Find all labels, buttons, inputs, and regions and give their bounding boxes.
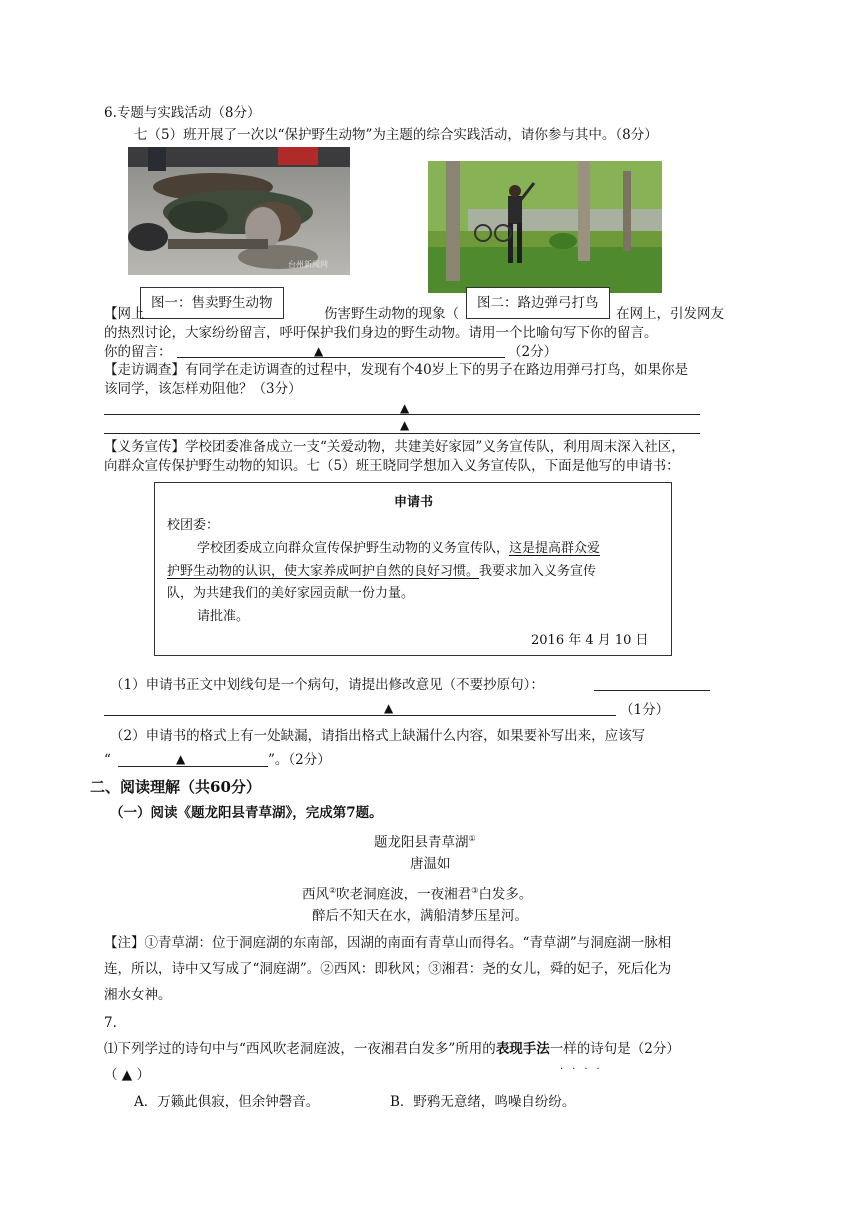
answer-triangle: ▲	[400, 418, 410, 432]
q7-part1-c: 一样的诗句是（2分）	[549, 1041, 680, 1057]
wangshang-end: 在网上，引发网友	[616, 306, 724, 322]
underlined-sentence-part2: 护野生动物的认识，使大家养成呵护自然的良好习惯。	[167, 564, 480, 579]
liuyan-score: （2分）	[508, 344, 558, 360]
liuyan-answer-line[interactable]	[177, 357, 505, 358]
letter-request: 请批准。	[197, 609, 250, 624]
application-letter	[154, 482, 672, 656]
slingshot-photo	[428, 161, 662, 293]
section2-subheading: （一）阅读《题龙阳县青草湖》，完成第7题。	[110, 805, 383, 821]
liuyan-label: 你的留言：	[104, 344, 172, 360]
zoufang-answer-line-1[interactable]	[104, 414, 700, 415]
wildlife-market-photo	[128, 147, 350, 275]
letter-body-line1	[197, 540, 600, 558]
sub1-answer-line-2[interactable]	[104, 715, 616, 716]
q7-part1-a: ⑴下列学过的诗句中与“西风吹老洞庭波，一夜湘君白发多”所用的	[104, 1041, 496, 1057]
zoufang-line1: 【走访调查】有同学在走访调查的过程中，发现有个40岁上下的男子在路边用弹弓打鸟，如果你是	[104, 362, 689, 378]
poem-line2: 醉后不知天在水，满船清梦压星河。	[312, 908, 528, 924]
letter-title: 申请书	[394, 495, 434, 510]
underlined-sentence-part1: 这是提高群众爱	[509, 541, 601, 556]
option-a[interactable]: A．万籁此俱寂，但余钟磬音。	[134, 1094, 320, 1110]
poem-author: 唐温如	[410, 856, 451, 872]
letter-body2-rest: 我要求加入义务宣传	[479, 564, 597, 579]
sub1-text: （1）申请书正文中划线句是一个病句，请提出修改意见（不要抄原句）：	[110, 677, 544, 693]
zoufang-line2: 该同学，该怎样劝阻他？（3分）	[104, 381, 302, 397]
sub1-score: （1分）	[620, 702, 670, 718]
q6-intro: 七（5）班开展了一次以“保护野生动物”为主题的综合实践活动，请你参与其中。（8分）	[134, 127, 658, 143]
letter-date: 2016 年 4 月 10 日	[531, 633, 649, 648]
q7-emphasis: 表现手法	[495, 1041, 550, 1057]
poem-note3-marker: ③	[471, 886, 479, 895]
letter-body-line2	[167, 563, 596, 581]
sub1-answer-line-1[interactable]	[594, 690, 710, 691]
q7-part1	[104, 1040, 680, 1059]
option-b[interactable]: B．野鸦无意绪，鸣噪自纷纷。	[390, 1094, 576, 1110]
poem-title-text: 题龙阳县青草湖	[374, 834, 469, 851]
letter-body-line3: 队，为共建我们的美好家园贡献一份力量。	[167, 586, 415, 601]
sub2-answer-line[interactable]	[118, 766, 268, 767]
letter-body1: 学校团委成立向群众宣传保护野生动物的义务宣传队，	[197, 541, 510, 556]
answer-triangle: ▲	[400, 401, 410, 415]
sub2-open-quote: “	[104, 752, 111, 768]
poem-notes-line3: 湘水女神。	[104, 987, 172, 1003]
wangshang-start: 【网上	[104, 306, 145, 322]
poem-line1-c: 白发多。	[478, 886, 533, 903]
poem-title	[374, 829, 476, 853]
q6-title: 6.专题与实践活动（8分）	[104, 105, 261, 121]
poem-note2-marker: ②	[329, 886, 337, 895]
yiwu-line1: 【义务宣传】学校团委准备成立一支“关爱动物，共建美好家园”义务宣传队，利用周末深入社区，	[104, 439, 685, 455]
sub2-text: （2）申请书的格式上有一处缺漏，请指出格式上缺漏什么内容，如果要补写出来，应该写	[110, 728, 646, 744]
answer-triangle: ▲	[176, 752, 186, 766]
poem-line1-a: 西风	[302, 886, 329, 903]
poem-line1-b: 吹老洞庭波，一夜湘君	[336, 886, 472, 903]
svg-text:台州新闻网: 台州新闻网	[288, 260, 328, 269]
wangshang-middle: 伤害野生动物的现象（	[324, 306, 459, 322]
poem-notes-line2: 连，所以，诗中又写成了“洞庭湖”。②西风：即秋风；③湘君：尧的女儿，舜的妃子，死后化为	[104, 961, 672, 977]
sub2-close: ”。（2分）	[268, 752, 331, 768]
section2-heading: 二、阅读理解（共60分）	[90, 778, 261, 796]
fig1-caption: 图一：售卖野生动物	[140, 287, 284, 319]
q7-answer-paren[interactable]: （ ▲ ）	[104, 1067, 150, 1083]
poem-title-note: ①	[468, 834, 476, 843]
yiwu-line2: 向群众宣传保护野生动物的知识。七（5）班王晓同学想加入义务宣传队，下面是他写的申请书：	[104, 458, 680, 474]
answer-triangle: ▲	[314, 344, 324, 358]
zoufang-answer-line-2[interactable]	[104, 433, 700, 434]
poem-line1	[302, 881, 532, 905]
q7-number: 7.	[104, 1015, 117, 1031]
letter-salutation: 校团委：	[167, 518, 220, 533]
wangshang-line2: 的热烈讨论，大家纷纷留言，呼吁保护我们身边的野生动物。请用一个比喻句写下你的留言。	[104, 325, 658, 341]
emphasis-dots: ····	[560, 1064, 609, 1075]
fig2-caption: 图二：路边弹弓打鸟	[466, 287, 610, 319]
answer-triangle: ▲	[384, 701, 394, 715]
poem-notes-line1: 【注】①青草湖：位于洞庭湖的东南部，因湖的南面有青草山而得名。“青草湖”与洞庭湖一脉相	[104, 935, 672, 951]
